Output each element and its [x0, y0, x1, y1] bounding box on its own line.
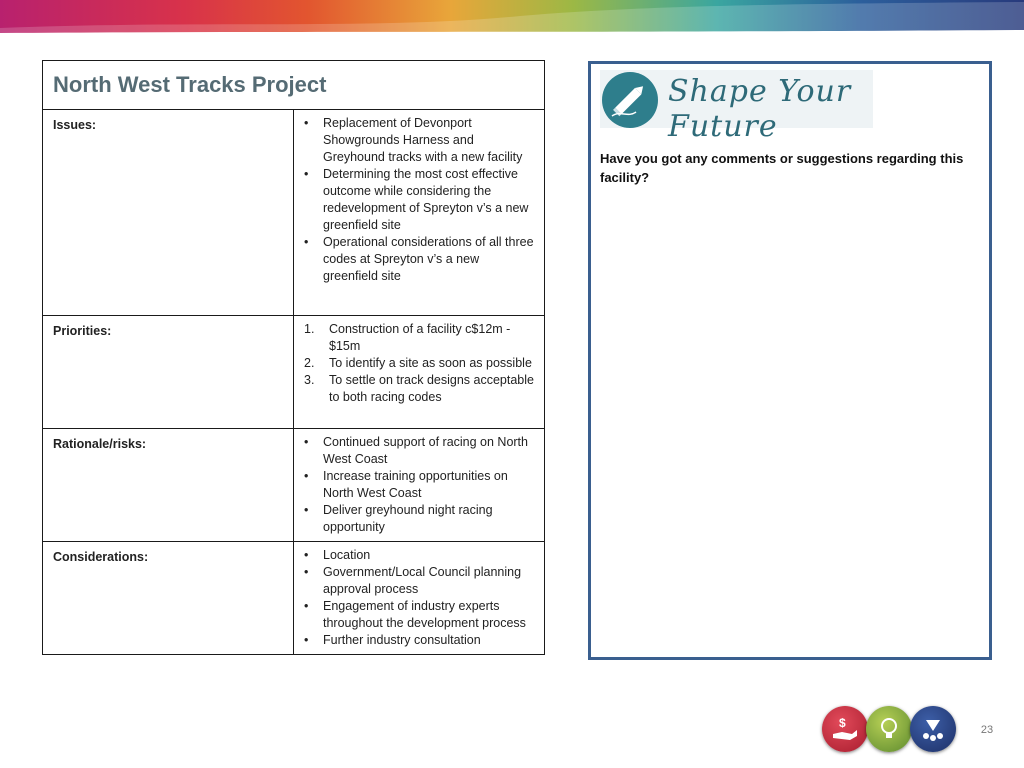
- label-considerations: Considerations:: [43, 542, 294, 655]
- considerations-list: [304, 547, 536, 649]
- logo-text: Shape Your Future: [668, 74, 852, 144]
- label-priorities: Priorities:: [43, 316, 294, 429]
- svg-text:$: $: [839, 716, 846, 730]
- list-item: • Further industry consultation: [304, 632, 536, 649]
- list-item: 3. To settle on track designs acceptable to both racing codes: [304, 373, 534, 404]
- list-item: • Replacement of Devonport Showgrounds Harness and Greyhound tracks with a new facility: [304, 115, 536, 166]
- list-item: • Operational considerations of all three codes at Spreyton v’s a new greenfield site: [304, 234, 536, 285]
- idea-badge: [866, 706, 912, 752]
- label-rationale: Rationale/risks:: [43, 429, 294, 542]
- row-priorities: [43, 316, 545, 429]
- row-rationale: [43, 429, 545, 542]
- row-issues: [43, 110, 545, 316]
- list-item: • Government/Local Council planning approval process: [304, 564, 536, 598]
- people-badge: [910, 706, 956, 752]
- lightbulb-icon: [874, 714, 904, 744]
- list-item: • Engagement of industry experts throughout the development process: [304, 598, 536, 632]
- issues-list: [304, 115, 536, 285]
- feedback-box: [588, 61, 992, 660]
- banner-wave-decoration: [0, 0, 1024, 34]
- row-considerations: [43, 542, 545, 655]
- page-number: 23: [980, 724, 994, 736]
- feedback-question: Have you got any comments or suggestions regarding this facility?: [600, 151, 964, 185]
- money-badge: [822, 706, 868, 752]
- list-item: • Continued support of racing on North West Coast: [304, 434, 536, 468]
- project-table: [42, 60, 545, 655]
- page-title: North West Tracks Project: [53, 72, 327, 97]
- list-item: • Increase training opportunities on North West Coast: [304, 468, 536, 502]
- top-banner: [0, 0, 1024, 34]
- title-row: [43, 61, 545, 110]
- list-item: • Determining the most cost effective outcome while considering the redevelopment of Spreyton v’s a new greenfield site: [304, 166, 536, 234]
- people-icon: [918, 714, 948, 744]
- shape-your-future-logo: [600, 70, 873, 144]
- list-item: 2. To identify a site as soon as possible: [304, 356, 532, 370]
- logo-circle: [602, 72, 658, 128]
- priorities-list: [304, 321, 536, 406]
- money-hand-icon: [830, 714, 860, 744]
- list-item: • Deliver greyhound night racing opportunity: [304, 502, 536, 536]
- footer-badges: [822, 706, 957, 756]
- pencil-icon: [602, 72, 658, 128]
- label-issues: Issues:: [43, 110, 294, 316]
- list-item: • Location: [304, 547, 536, 564]
- list-item: 1. Construction of a facility c$12m - $15m: [304, 322, 511, 353]
- rationale-list: [304, 434, 536, 536]
